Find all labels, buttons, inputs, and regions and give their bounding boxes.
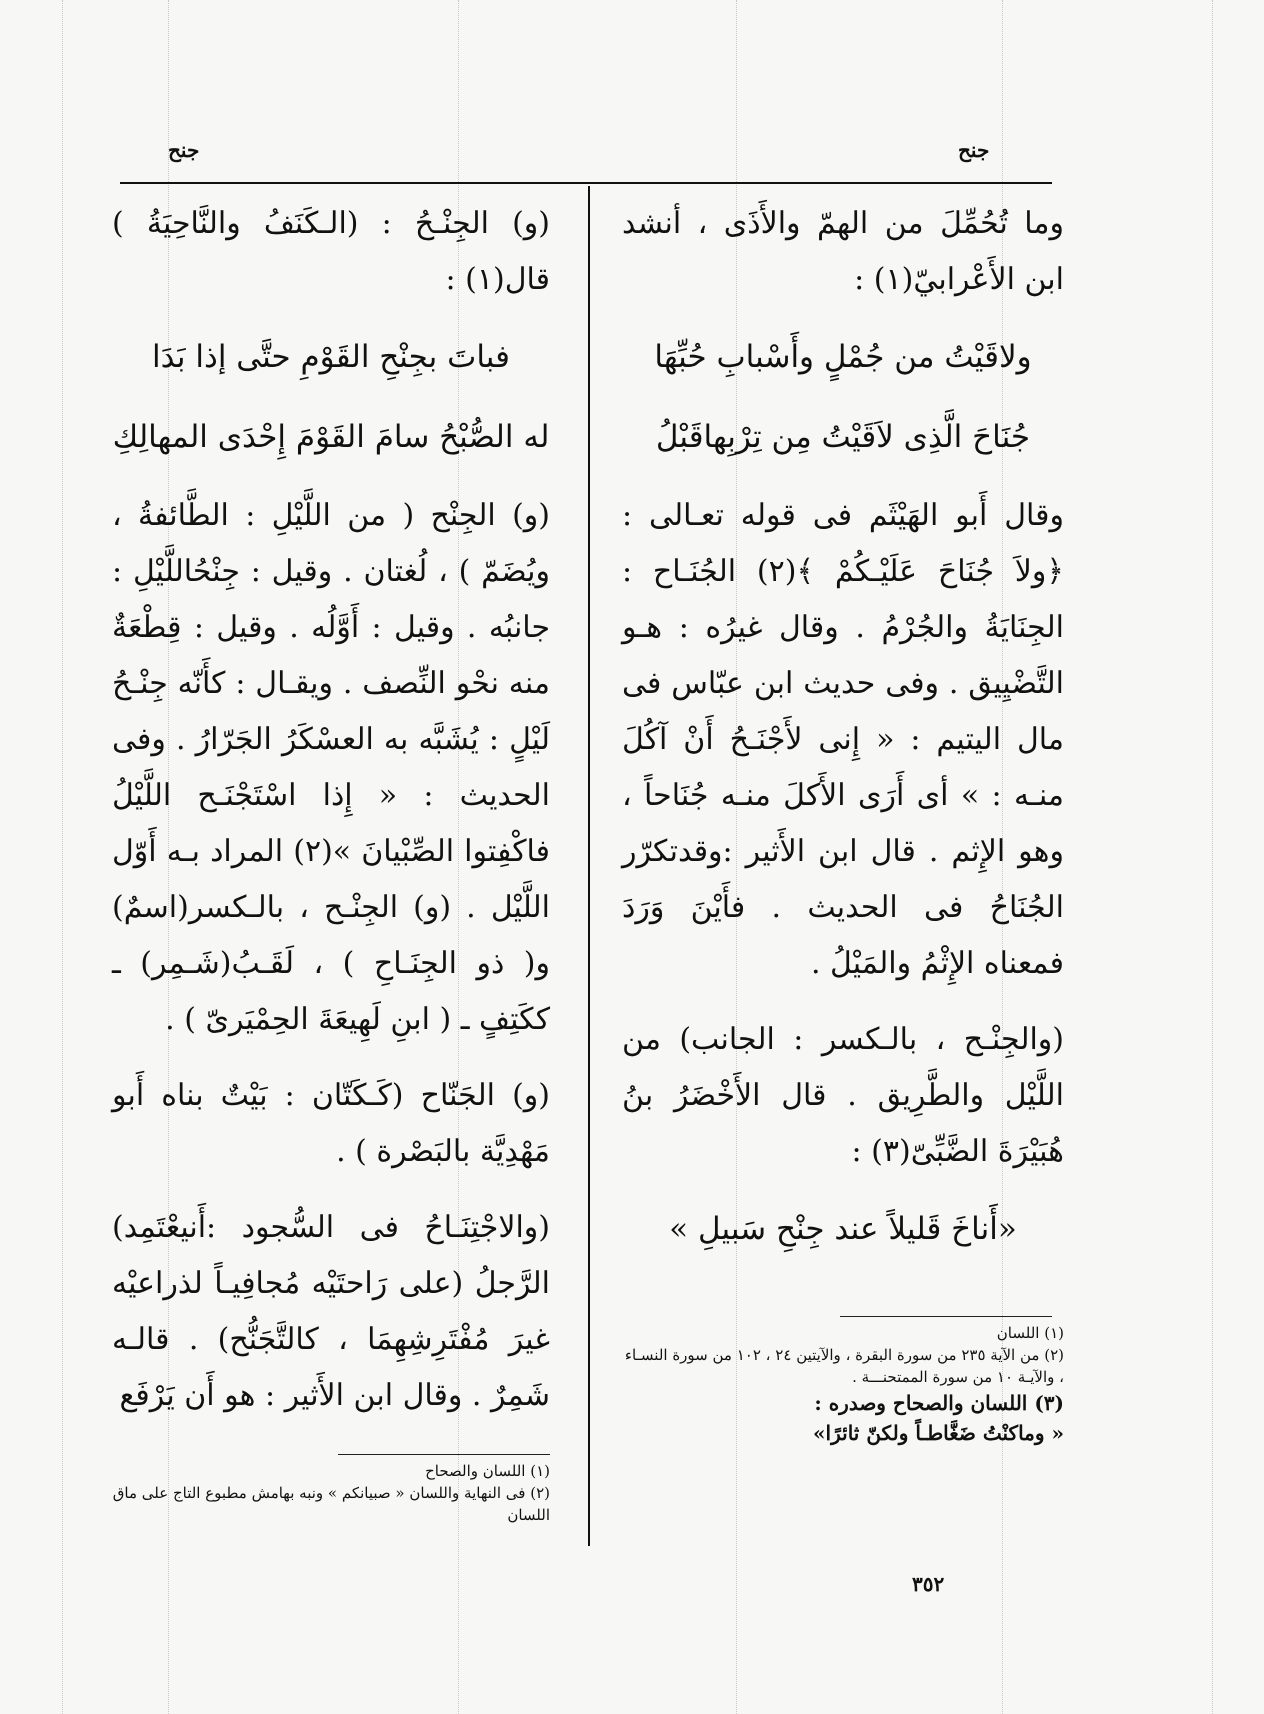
header-left-word: جنح (168, 138, 200, 162)
scan-dotted-line (1212, 0, 1213, 1714)
header-right-word: جنح (958, 138, 990, 162)
paragraph: (و) الجَنّاح (كَـكَتّان : بَيْتٌ بناه أَبو مَهْدِيَّة بالبَصْرة ) . (112, 1078, 550, 1169)
left-footnotes (112, 1460, 550, 1526)
verse-line: فباتَ بجِنْحِ القَوْمِ حتَّى إذا بَدَا (152, 339, 510, 375)
left-column (112, 196, 550, 1444)
footnote: (٣) اللسان والصحاح وصدره : (814, 1391, 1064, 1415)
paragraph: (و) الجِنْـحُ : (الـكَنَفُ والنَّاحِيَةُ ) قال(١) : (112, 206, 550, 297)
footnote-rule (840, 1316, 1052, 1317)
verse-line: ولاقَيْتُ من جُمْلٍ وأَسْبابِ حُبِّهَا (654, 339, 1032, 375)
verse-line: له الصُّبْحُ سامَ القَوْمَ إِحْدَى المهالِكِ (112, 419, 550, 455)
footnote: (١) اللسان (996, 1324, 1064, 1342)
footnote-rule (338, 1454, 550, 1455)
paragraph: (و) الجِنْح ( من اللَّيْلِ : الطَّائفةُ ، ويُضَمّ ) ، لُغتان . وقيل : جِنْحُاللَّيْلِ : جانبُه . وقيل : أَوَّلُه . وقيل : قِطْعَةٌ منه نحْو النِّصف . ويقـال : كأَنّه جِنْـحُ لَيْلٍ : يُشَبَّه به العسْكَرُ الجَرّارُ . وفى الحديث : « إِذا اسْتَجْنَـح اللَّيْلُ فاكْفِتوا الصِّبْيانَ »(٢) المراد بـه أَوّل اللَّيْل . (و) الجِنْـح ، بالـكسر(اسمٌ) و( ذو الجِنَـاحِ ) ، لَقَـبُ(شَـمِر) ـ ككَتِفٍ ـ ( ابنِ لَهِيعَةَ الحِمْيَرىّ ) . (112, 498, 550, 1037)
right-column (622, 196, 1064, 1280)
paragraph: وما تُحُمِّلَ من الهمّ والأَذَى ، أنشد ابن الأَعْرابيّ(١) : (622, 206, 1064, 297)
footnote: « وماكنْتُ ضَغَّاطـاً ولكنّ ثائرًا» (813, 1421, 1064, 1445)
verse-line: «أَناخَ قَليلاً عند جِنْحِ سَبيلِ » (669, 1211, 1017, 1247)
paragraph: (والاجْتِنَـاحُ فى السُّجود :أَنيعْتَمِد) الرَّجلُ (على رَاحتَيْه مُجافِيـاً لذراعيْه غيرَ مُفْتَرِشِهِمَا ، كالتَّجَنُّح) . قالـه شَمِرٌ . وقال ابن الأَثير : هو أَن يَرْفَع (112, 1210, 550, 1413)
page-number: ٣٥٢ (912, 1572, 945, 1596)
footnote: (٢) من الآية ٢٣٥ من سورة البقرة ، والآيتين ٢٤ ، ١٠٢ من سورة النسـاء ، والآيـة ١٠ من سورة الممتحنـــة . (624, 1346, 1064, 1386)
column-divider (588, 186, 590, 1546)
footnote: (٢) فى النهاية واللسان « صبيانكم » ونبه بهامش مطبوع التاج على ماق اللسان (112, 1484, 550, 1524)
right-footnotes (622, 1322, 1064, 1448)
footnote: (١) اللسان والصحاح (425, 1462, 550, 1480)
header-rule (120, 182, 1052, 184)
paragraph: وقال أَبو الهَيْثَم فى قوله تعـالى : ﴿ولاَ جُنَاحَ عَلَيْـكُمْ ﴾(٢) الجُنَـاح : الجِنَايَةُ والجُرْمُ . وقال غيرُه : هـو التَّضْيِيق . وفى حديث ابن عبّاس فى مال اليتيم : « إِنى لأَجْنَـحُ أَنْ آكُلَ منـه : » أى أَرَى الأَكلَ منـه جُنَاحاً ، وهو الإِثم . قال ابن الأَثير :وقدتكرّر الجُنَاحُ فى الحديث . فأَيْنَ وَرَدَ فمعناه الإِثْمُ والمَيْلُ . (622, 498, 1064, 981)
verse-line: جُنَاحَ الَّذِى لاَقَيْتُ مِن تِرْبِهاقَبْلُ (655, 419, 1031, 455)
scan-dotted-line (62, 0, 63, 1714)
paragraph: (والجِنْـح ، بالـكسر : الجانب) من اللَّيْل والطَّرِيق . قال الأَخْضَرُ بنُ هُبَيْرَةَ الضَّبِّىّ(٣) : (622, 1022, 1064, 1169)
